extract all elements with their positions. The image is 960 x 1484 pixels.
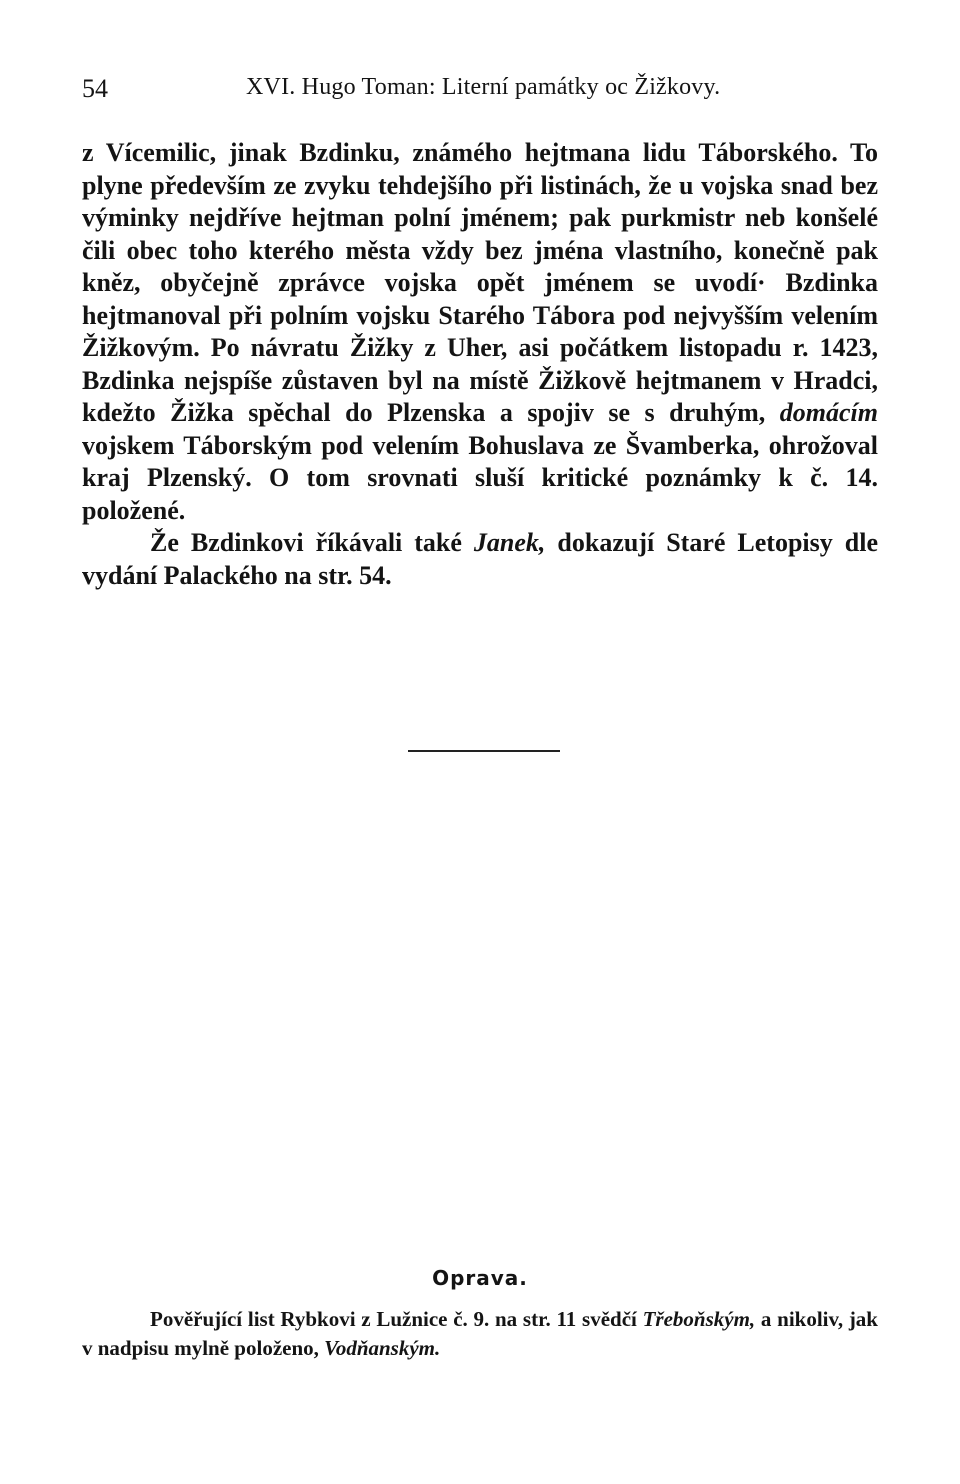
erratum-text-a: Pověřující list Rybkovi z Lužnice č. 9. na str. 11 svědčí (150, 1307, 643, 1331)
erratum-heading: Oprava. (432, 1266, 528, 1290)
running-title: XVI. Hugo Toman: Literní památky oc Žižkovy. (246, 74, 721, 100)
running-head (82, 72, 882, 108)
paragraph-1-text-a: z Vícemilic, jinak Bzdinku, známého hejtmana lidu Táborského. To plyne především ze zvyku tehdejšího při listinách, že u vojska snad bez výminky nejdříve hejtman polní jménem; pak purkmistr neb konšelé čili obec toho kterého města vždy bez jména vlastního, konečně pak kněz, obyčejně zprávce vojska opět jménem se uvodí· Bzdinka hejtmanoval při polním vojsku Starého Tábora pod nejvyšším velením Žižkovým. Po návratu Žižky z Uher, asi počátkem listopadu r. 1423, Bzdinka nejspíše zůstaven byl na místě Žižkově hejtmanem v Hradci, kdežto Žižka spěchal do Plzenska a spojiv se s druhým, (82, 138, 878, 427)
erratum-text-b: a nikoliv, jak v nadpisu mylně položeno, (82, 1307, 878, 1360)
erratum-italic-1: Třeboňským, (642, 1307, 756, 1331)
paragraph-2-text-b: dokazují Staré Letopisy dle vydání Palackého na str. 54. (82, 528, 878, 590)
section-divider (408, 750, 560, 752)
paragraph-2-text-a: Že Bzdinkovi říkávali také (150, 528, 474, 557)
body-text (82, 137, 878, 592)
erratum-italic-2: Vodňanským. (324, 1336, 441, 1360)
paragraph-1 (82, 137, 878, 527)
paragraph-1-text-b: vojskem Táborským pod velením Bohuslava ze Švamberka, ohrožoval kraj Plzenský. O tom srovnati sluší kritické poznámky k č. 14. položené. (82, 430, 878, 525)
page-number: 54 (82, 74, 108, 103)
erratum-text (82, 1305, 878, 1363)
paragraph-1-italic: domácím (779, 398, 878, 427)
paragraph-2 (82, 527, 878, 592)
paragraph-2-italic: Janek, (473, 528, 546, 557)
